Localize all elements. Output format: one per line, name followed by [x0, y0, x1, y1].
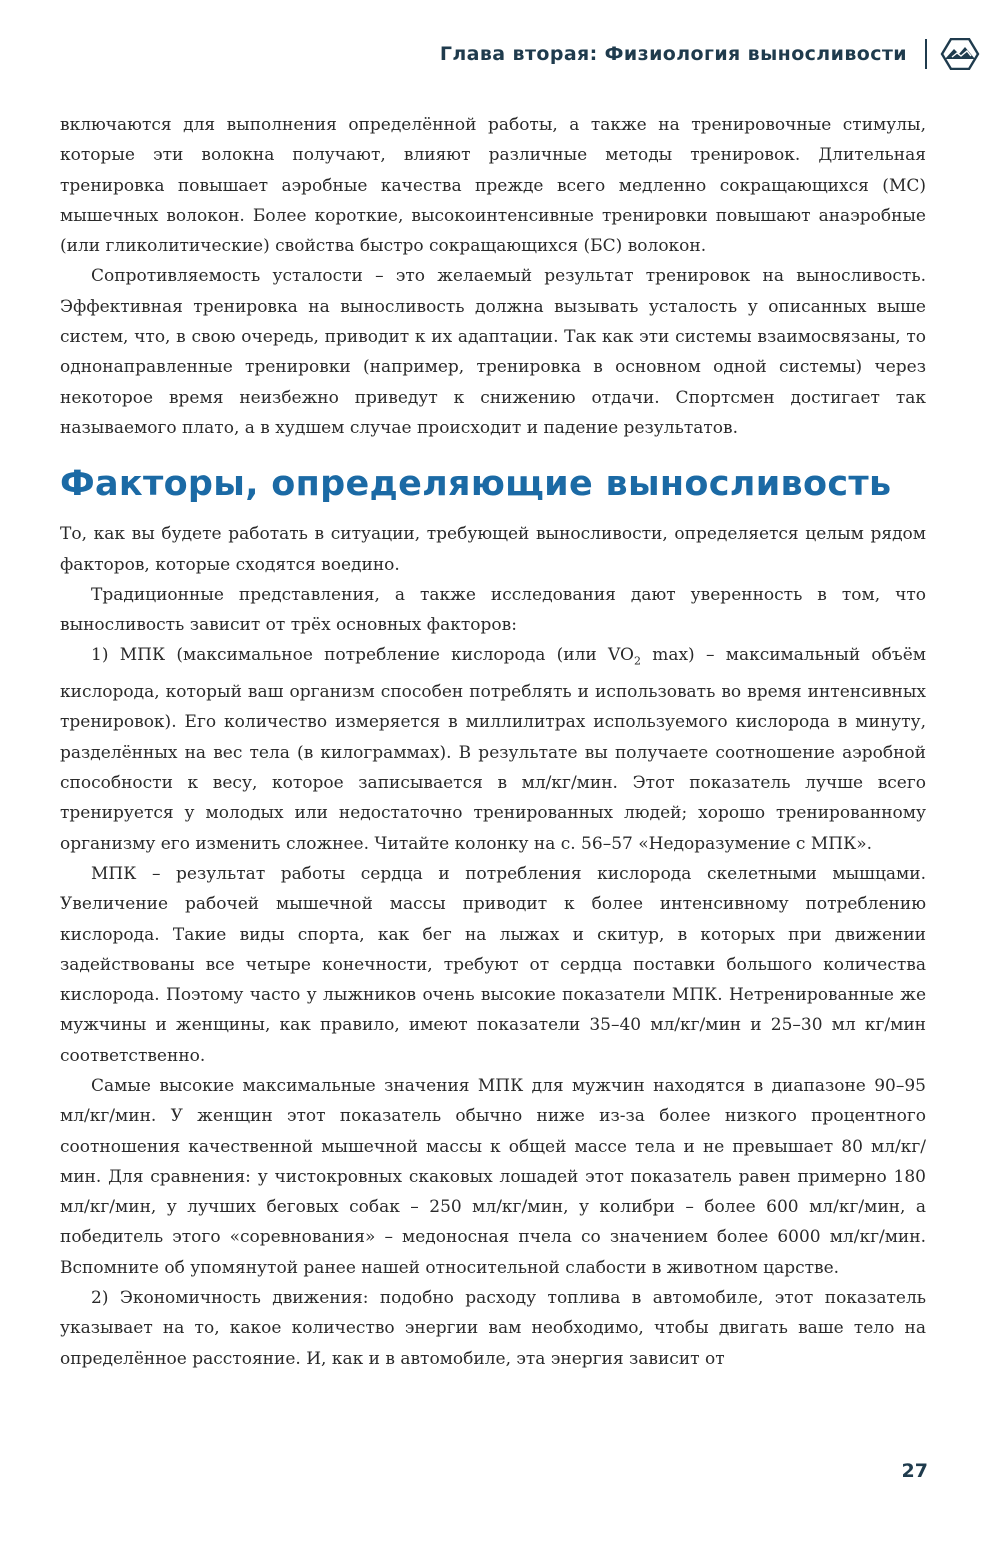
paragraph-continuation: включаются для выполнения определённой работы, а также на тренировочные стимулы, которые эти волокна получают, влияют различные методы тренировок. Длительная тренировка повышает аэробные качества прежде всего медленно сокращающихся (МС) мышечных волокон. Более короткие, высокоинтенсивные тренировки повышают анаэробные (или гликолитические) свойства быстро сокращающихся (БС) волокон. — [60, 115, 926, 257]
header-divider — [925, 39, 927, 69]
paragraph-three-factors: Традиционные представления, а также исследования дают уверенность в том, что выносливость зависит от трёх основных факторов: — [60, 584, 926, 636]
mountain-logo-icon — [940, 38, 980, 70]
paragraph-mpk-heart: МПК – результат работы сердца и потребления кислорода скелетными мышцами. Увеличение рабочей мышечной массы приводит к более интенсивному потреблению кислорода. Такие виды спорта, как бег на лыжах и скитур, в которых при движении задействованы все четыре конечности, требуют от сердца поставки большого количества кислорода. Поэтому часто у лыжников очень высокие показатели МПК. Нетренированные же мужчины и женщины, как правило, имеют показатели 35–40 мл/кг/мин и 25–30 мл кг/мин соответственно. — [60, 863, 926, 1066]
paragraph-vo2max — [60, 640, 926, 858]
page-body — [60, 110, 926, 1374]
page-number: 27 — [901, 1460, 928, 1482]
running-header — [440, 38, 980, 70]
vo2max-text-rest: max) – максимальный объём кислорода, который ваш организм способен потреблять и использовать во время интенсивных тренировок). Его количество измеряется в миллилитрах используемого кислорода в минуту, разделённых на вес тела (в килограммах). В результате вы получаете соотношение аэробной способности к весу, которое записывается в мл/кг/мин. Этот показатель лучше всего тренируется у молодых или недостаточно тренированных людей; хорошо тренированному организму его изменить сложнее. Читайте колонку на с. 56–57 «Недоразумение с МПК». — [60, 645, 926, 854]
vo2-subscript: 2 — [633, 654, 641, 668]
section-heading: Факторы, определяющие выносливость — [60, 464, 892, 505]
chapter-title: Глава вторая: Физиология выносливости — [439, 43, 907, 65]
paragraph-fatigue-resistance: Сопротивляемость усталости – это желаемый результат тренировок на выносливость. Эффективная тренировка на выносливость должна вызывать усталость у описанных выше систем, что, в свою очередь, приводит к их адаптации. Так как эти системы взаимосвязаны, то однонаправленные тренировки (например, тренировка в основном одной системы) через некоторое время неизбежно приведут к снижению отдачи. Спортсмен достигает так называемого плато, а в худшем случае происходит и падение результатов. — [60, 266, 926, 438]
paragraph-intro: То, как вы будете работать в ситуации, требующей выносливости, определяется целым рядом факторов, которые сходятся воедино. — [60, 524, 926, 575]
paragraph-movement-economy: 2) Экономичность движения: подобно расходу топлива в автомобиле, этот показатель указывает на то, какое количество энергии вам необходимо, чтобы двигать ваше тело на определённое расстояние. И, как и в автомобиле, эта энергия зависит от — [60, 1288, 926, 1369]
paragraph-mpk-values: Самые высокие максимальные значения МПК для мужчин находятся в диапазоне 90–95 мл/кг/мин. У женщин этот показатель обычно ниже из-за более низкого процентного соотношения качественной мышечной массы к общей массе тела и не превышает 80 мл/кг/мин. Для сравнения: у чистокровных скаковых лошадей этот показатель равен примерно 180 мл/кг/мин, у лучших беговых собак – 250 мл/кг/мин, у колибри – более 600 мл/кг/мин, а победитель этого «соревнования» – медоносная пчела со значением более 6000 мл/кг/мин. Вспомните об упомянутой ранее нашей относительной слабости в животном царстве. — [60, 1076, 926, 1278]
vo2max-text-start: 1) МПК (максимальное потребление кислорода (или VO — [91, 645, 634, 666]
